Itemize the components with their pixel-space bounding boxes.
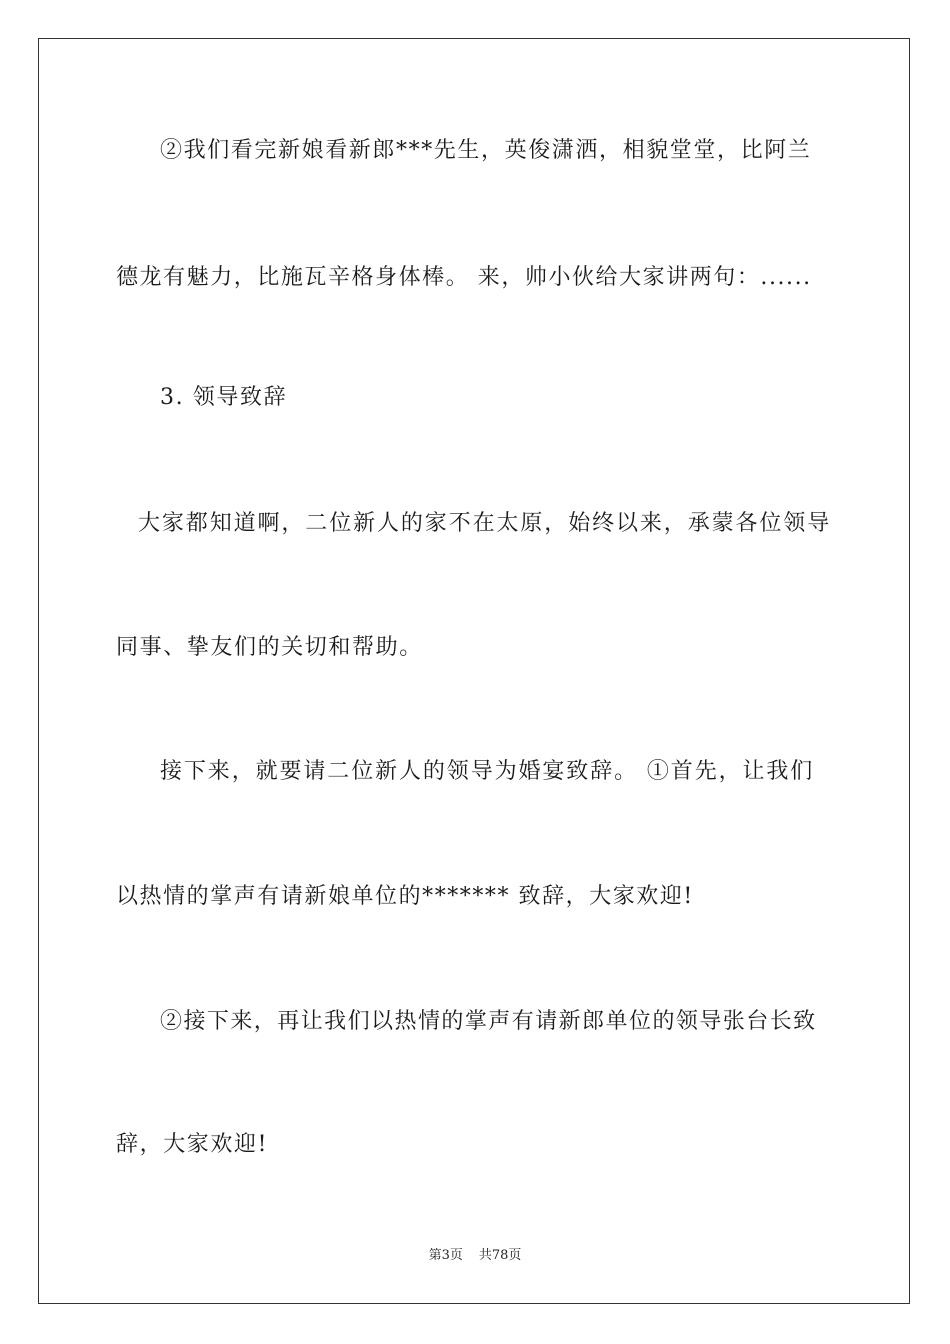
section-heading: 3. 领导致辞: [160, 385, 288, 410]
page-border: [38, 38, 910, 1304]
page-total: 共78页: [478, 1248, 522, 1263]
paragraph-line: ②接下来，再让我们以热情的掌声有请新郎单位的领导张台长致: [160, 1009, 817, 1034]
page-number: 第3页: [428, 1248, 463, 1263]
page-footer: [0, 1247, 950, 1265]
paragraph-line: 以热情的掌声有请新娘单位的******* 致辞，大家欢迎!: [116, 884, 694, 909]
paragraph-line: 同事、挚友们的关切和帮助。: [116, 635, 423, 660]
paragraph-line: 辞，大家欢迎!: [116, 1132, 269, 1157]
paragraph-line: 接下来，就要请二位新人的领导为婚宴致辞。 ①首先，让我们: [160, 759, 815, 784]
paragraph-line: ②我们看完新娘看新郎***先生，英俊潇洒，相貌堂堂，比阿兰: [160, 138, 812, 163]
paragraph-line: 德龙有魅力，比施瓦辛格身体棒。 来，帅小伙给大家讲两句：......: [116, 265, 812, 290]
paragraph-line: 大家都知道啊，二位新人的家不在太原，始终以来，承蒙各位领导: [138, 511, 832, 536]
